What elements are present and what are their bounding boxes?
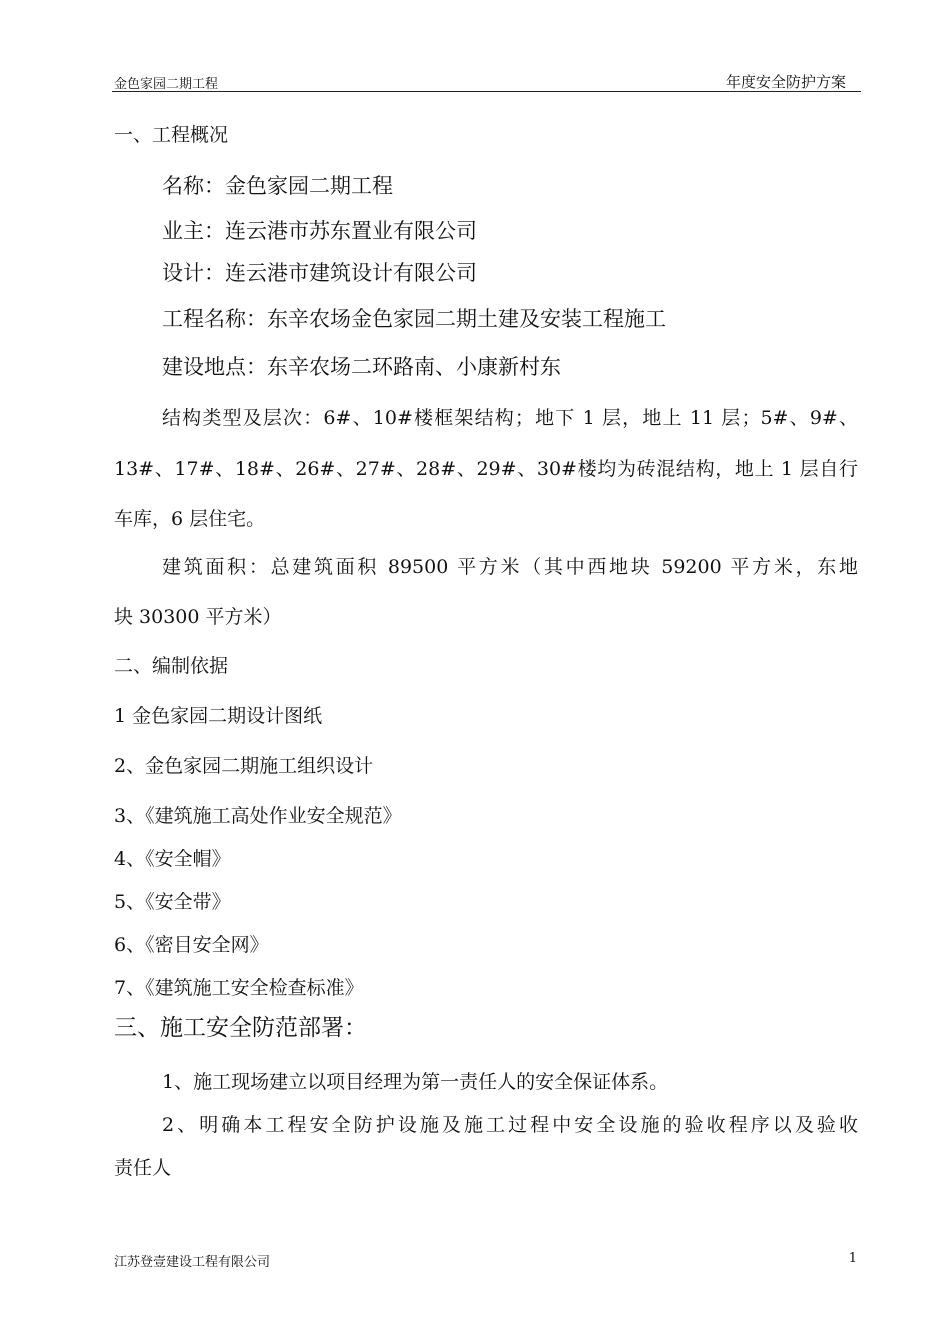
- section2-title: 二、编制依据: [114, 655, 229, 677]
- owner-line: 业主：连云港市苏东置业有限公司: [162, 219, 477, 243]
- area-line-2: 块 30300 平方米）: [114, 606, 282, 628]
- basis-item: 3、《建筑施工高处作业安全规范》: [114, 805, 402, 827]
- basis-item: 2、金色家园二期施工组织设计: [114, 755, 374, 777]
- header-project-name: 金色家园二期工程: [114, 77, 219, 92]
- header-divider: [112, 91, 861, 92]
- deployment-item-2-line-2: 责任人: [114, 1157, 172, 1179]
- header-document-title: 年度安全防护方案: [725, 73, 846, 91]
- project-name-line: 名称：金色家园二期工程: [162, 174, 393, 198]
- structure-line-3: 车库，6 层住宅。: [114, 508, 266, 530]
- basis-item: 6、《密目安全网》: [114, 934, 269, 956]
- deployment-item-2-line-1: 2、明确本工程安全防护设施及施工过程中安全设施的验收程序以及验收: [162, 1114, 858, 1136]
- design-line: 设计：连云港市建筑设计有限公司: [162, 261, 477, 285]
- basis-item: 5、《安全带》: [114, 891, 231, 913]
- basis-item: 4、《安全帽》: [114, 848, 231, 870]
- deployment-item-1: 1、施工现场建立以项目经理为第一责任人的安全保证体系。: [162, 1071, 669, 1093]
- project-full-name-line: 工程名称：东辛农场金色家园二期土建及安装工程施工: [162, 307, 666, 331]
- location-line: 建设地点：东辛农场二环路南、小康新村东: [162, 355, 561, 379]
- basis-item: 7、《建筑施工安全检查标准》: [114, 977, 364, 999]
- area-line-1: 建筑面积：总建筑面积 89500 平方米（其中西地块 59200 平方米，东地: [162, 556, 858, 578]
- footer-company: 江苏登壹建设工程有限公司: [114, 1255, 271, 1270]
- structure-line-2: 13#、17#、18#、26#、27#、28#、29#、30#楼均为砖混结构，地上 1 层自行: [114, 458, 858, 480]
- section1-title: 一、工程概况: [114, 124, 229, 146]
- basis-item: 1 金色家园二期设计图纸: [114, 705, 323, 727]
- page-number: 1: [848, 1251, 857, 1266]
- structure-line-1: 结构类型及层次：6#、10#楼框架结构；地下 1 层，地上 11 层；5#、9#、: [162, 407, 858, 429]
- section3-title: 三、施工安全防范部署：: [114, 1015, 367, 1041]
